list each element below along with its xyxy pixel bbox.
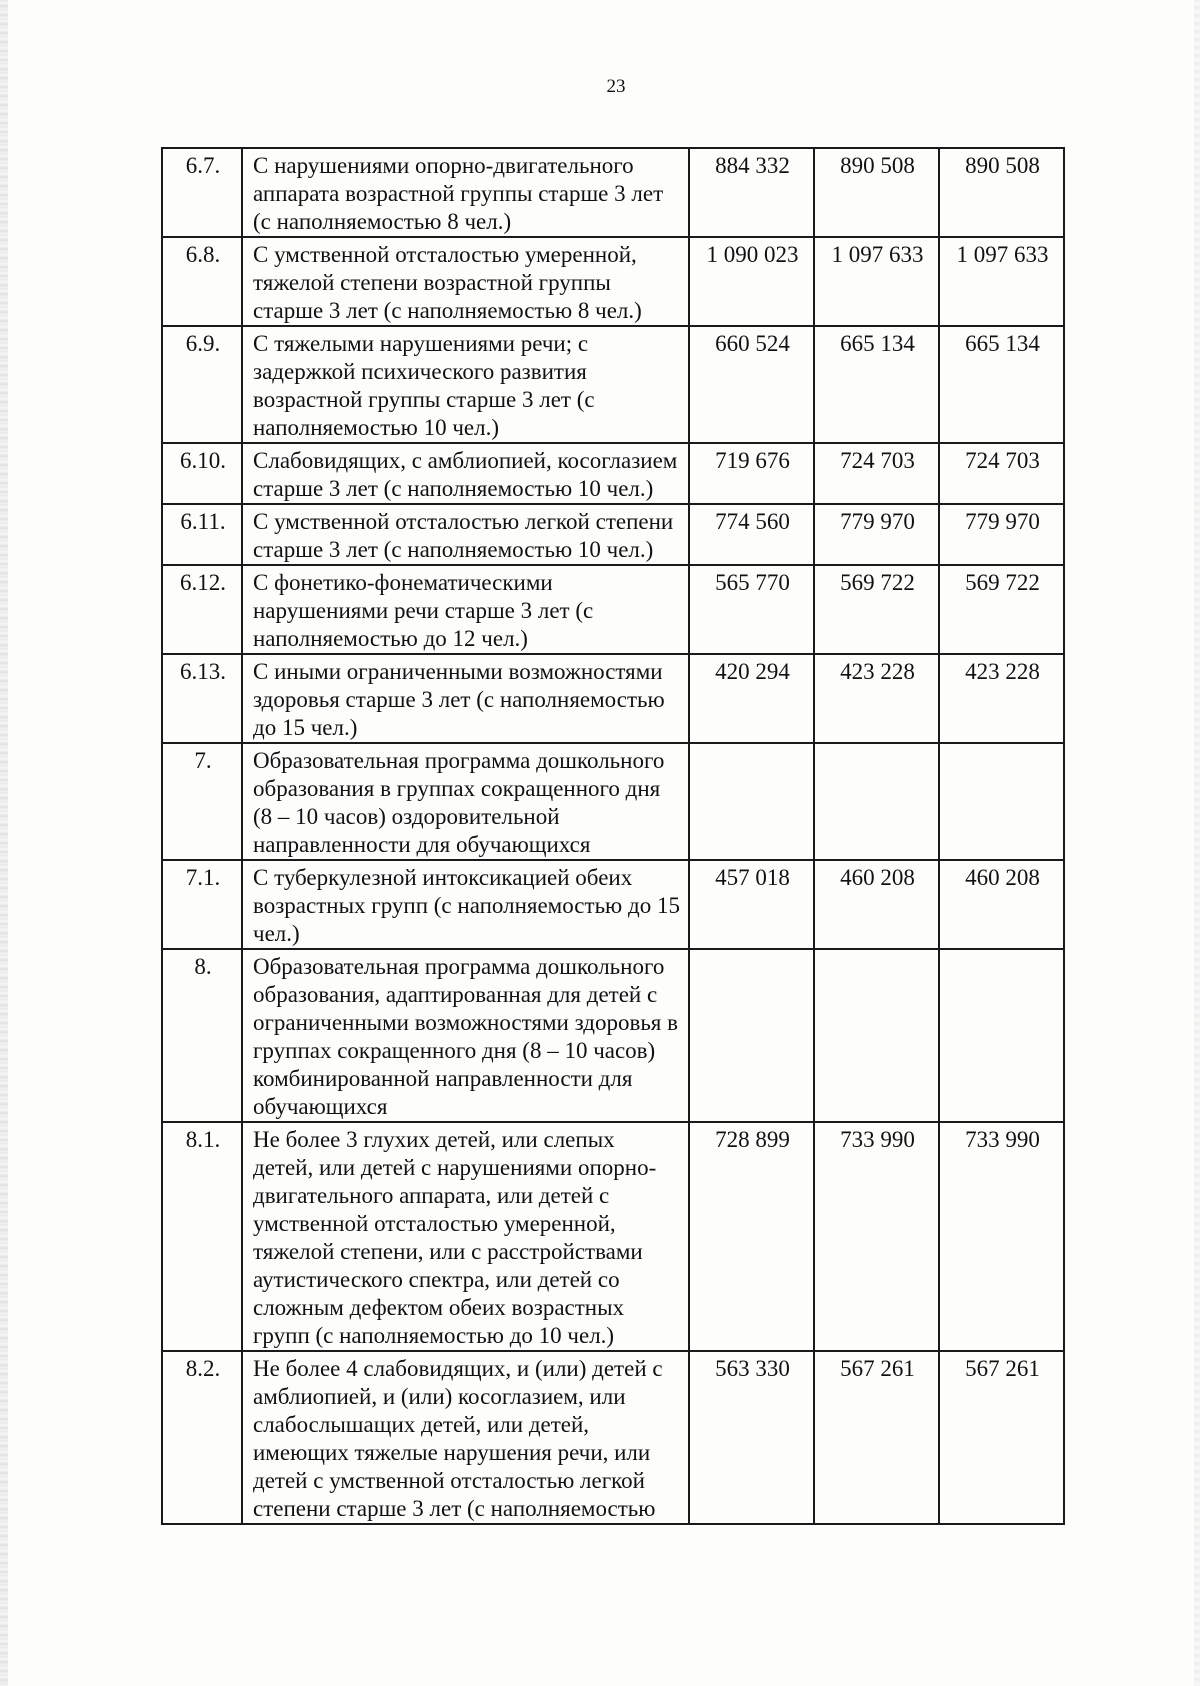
- row-value-2: 460 208: [814, 860, 939, 949]
- row-value-2: [814, 949, 939, 1122]
- row-value-1: 565 770: [689, 565, 814, 654]
- table-row: [162, 237, 1064, 326]
- row-value-3: [939, 949, 1064, 1122]
- row-value-3: 665 134: [939, 326, 1064, 443]
- row-number: 8.2.: [162, 1351, 242, 1524]
- row-number: 6.10.: [162, 443, 242, 504]
- scan-edge-left: [0, 0, 8, 1686]
- table-row: [162, 443, 1064, 504]
- row-value-3: 567 261: [939, 1351, 1064, 1524]
- row-number: 6.11.: [162, 504, 242, 565]
- row-number: 6.7.: [162, 148, 242, 237]
- row-description: Не более 4 слабовидящих, и (или) детей с амблиопией, и (или) косоглазием, или слабослышащих детей, или детей, имеющих тяжелые нарушения речи, или детей с умственной отсталостью легкой степени старше 3 лет (с наполняемостью: [242, 1351, 689, 1524]
- row-value-1: [689, 949, 814, 1122]
- page-number: 23: [606, 76, 626, 97]
- row-value-2: 1 097 633: [814, 237, 939, 326]
- row-description: Образовательная программа дошкольного образования, адаптированная для детей с ограниченными возможностями здоровья в группах сокращенного дня (8 – 10 часов) комбинированной направленности для обучающихся: [242, 949, 689, 1122]
- row-number: 6.9.: [162, 326, 242, 443]
- row-number: 7.: [162, 743, 242, 860]
- row-value-2: 890 508: [814, 148, 939, 237]
- row-value-1: 457 018: [689, 860, 814, 949]
- row-value-2: 733 990: [814, 1122, 939, 1351]
- row-value-1: 1 090 023: [689, 237, 814, 326]
- row-description: Образовательная программа дошкольного образования в группах сокращенного дня (8 – 10 часов) оздоровительной направленности для обучающихся: [242, 743, 689, 860]
- row-value-1: 719 676: [689, 443, 814, 504]
- scan-edge-right: [1194, 0, 1200, 1686]
- row-value-2: 423 228: [814, 654, 939, 743]
- row-description: С иными ограниченными возможностями здоровья старше 3 лет (с наполняемостью до 15 чел.): [242, 654, 689, 743]
- row-value-2: 779 970: [814, 504, 939, 565]
- row-number: 6.13.: [162, 654, 242, 743]
- row-value-2: 665 134: [814, 326, 939, 443]
- row-number: 6.12.: [162, 565, 242, 654]
- row-description: С нарушениями опорно-двигательного аппарата возрастной группы старше 3 лет (с наполняемостью 8 чел.): [242, 148, 689, 237]
- row-value-2: 567 261: [814, 1351, 939, 1524]
- row-value-3: 890 508: [939, 148, 1064, 237]
- table-row: [162, 326, 1064, 443]
- table-row-section: [162, 743, 1064, 860]
- row-value-1: 660 524: [689, 326, 814, 443]
- row-description: С фонетико-фонематическими нарушениями речи старше 3 лет (с наполняемостью до 12 чел.): [242, 565, 689, 654]
- table-row: [162, 148, 1064, 237]
- row-number: 6.8.: [162, 237, 242, 326]
- row-value-3: 460 208: [939, 860, 1064, 949]
- table-row: [162, 860, 1064, 949]
- row-value-3: 423 228: [939, 654, 1064, 743]
- table-row: [162, 654, 1064, 743]
- table-row: [162, 504, 1064, 565]
- row-value-2: [814, 743, 939, 860]
- row-value-2: 724 703: [814, 443, 939, 504]
- row-value-1: 563 330: [689, 1351, 814, 1524]
- row-description: Не более 3 глухих детей, или слепых детей, или детей с нарушениями опорно-двигательного аппарата, или детей с умственной отсталостью умеренной, тяжелой степени, или с расстройствами аутистического спектра, или детей со сложным дефектом обеих возрастных групп (с наполняемостью до 10 чел.): [242, 1122, 689, 1351]
- row-value-3: 1 097 633: [939, 237, 1064, 326]
- row-number: 8.1.: [162, 1122, 242, 1351]
- table-row-section: [162, 949, 1064, 1122]
- row-value-1: [689, 743, 814, 860]
- row-value-3: 779 970: [939, 504, 1064, 565]
- row-value-3: [939, 743, 1064, 860]
- row-number: 8.: [162, 949, 242, 1122]
- row-value-1: 774 560: [689, 504, 814, 565]
- tariff-table: [161, 147, 1065, 1525]
- row-value-2: 569 722: [814, 565, 939, 654]
- table-row: [162, 1122, 1064, 1351]
- row-value-3: 733 990: [939, 1122, 1064, 1351]
- table-row: [162, 565, 1064, 654]
- row-description: Слабовидящих, с амблиопией, косоглазием старше 3 лет (с наполняемостью 10 чел.): [242, 443, 689, 504]
- row-value-3: 569 722: [939, 565, 1064, 654]
- row-value-3: 724 703: [939, 443, 1064, 504]
- table-row: [162, 1351, 1064, 1524]
- row-description: С умственной отсталостью легкой степени старше 3 лет (с наполняемостью 10 чел.): [242, 504, 689, 565]
- row-description: С умственной отсталостью умеренной, тяжелой степени возрастной группы старше 3 лет (с наполняемостью 8 чел.): [242, 237, 689, 326]
- row-value-1: 420 294: [689, 654, 814, 743]
- row-number: 7.1.: [162, 860, 242, 949]
- row-value-1: 728 899: [689, 1122, 814, 1351]
- row-description: С тяжелыми нарушениями речи; с задержкой психического развития возрастной группы старше 3 лет (с наполняемостью 10 чел.): [242, 326, 689, 443]
- row-value-1: 884 332: [689, 148, 814, 237]
- row-description: С туберкулезной интоксикацией обеих возрастных групп (с наполняемостью до 15 чел.): [242, 860, 689, 949]
